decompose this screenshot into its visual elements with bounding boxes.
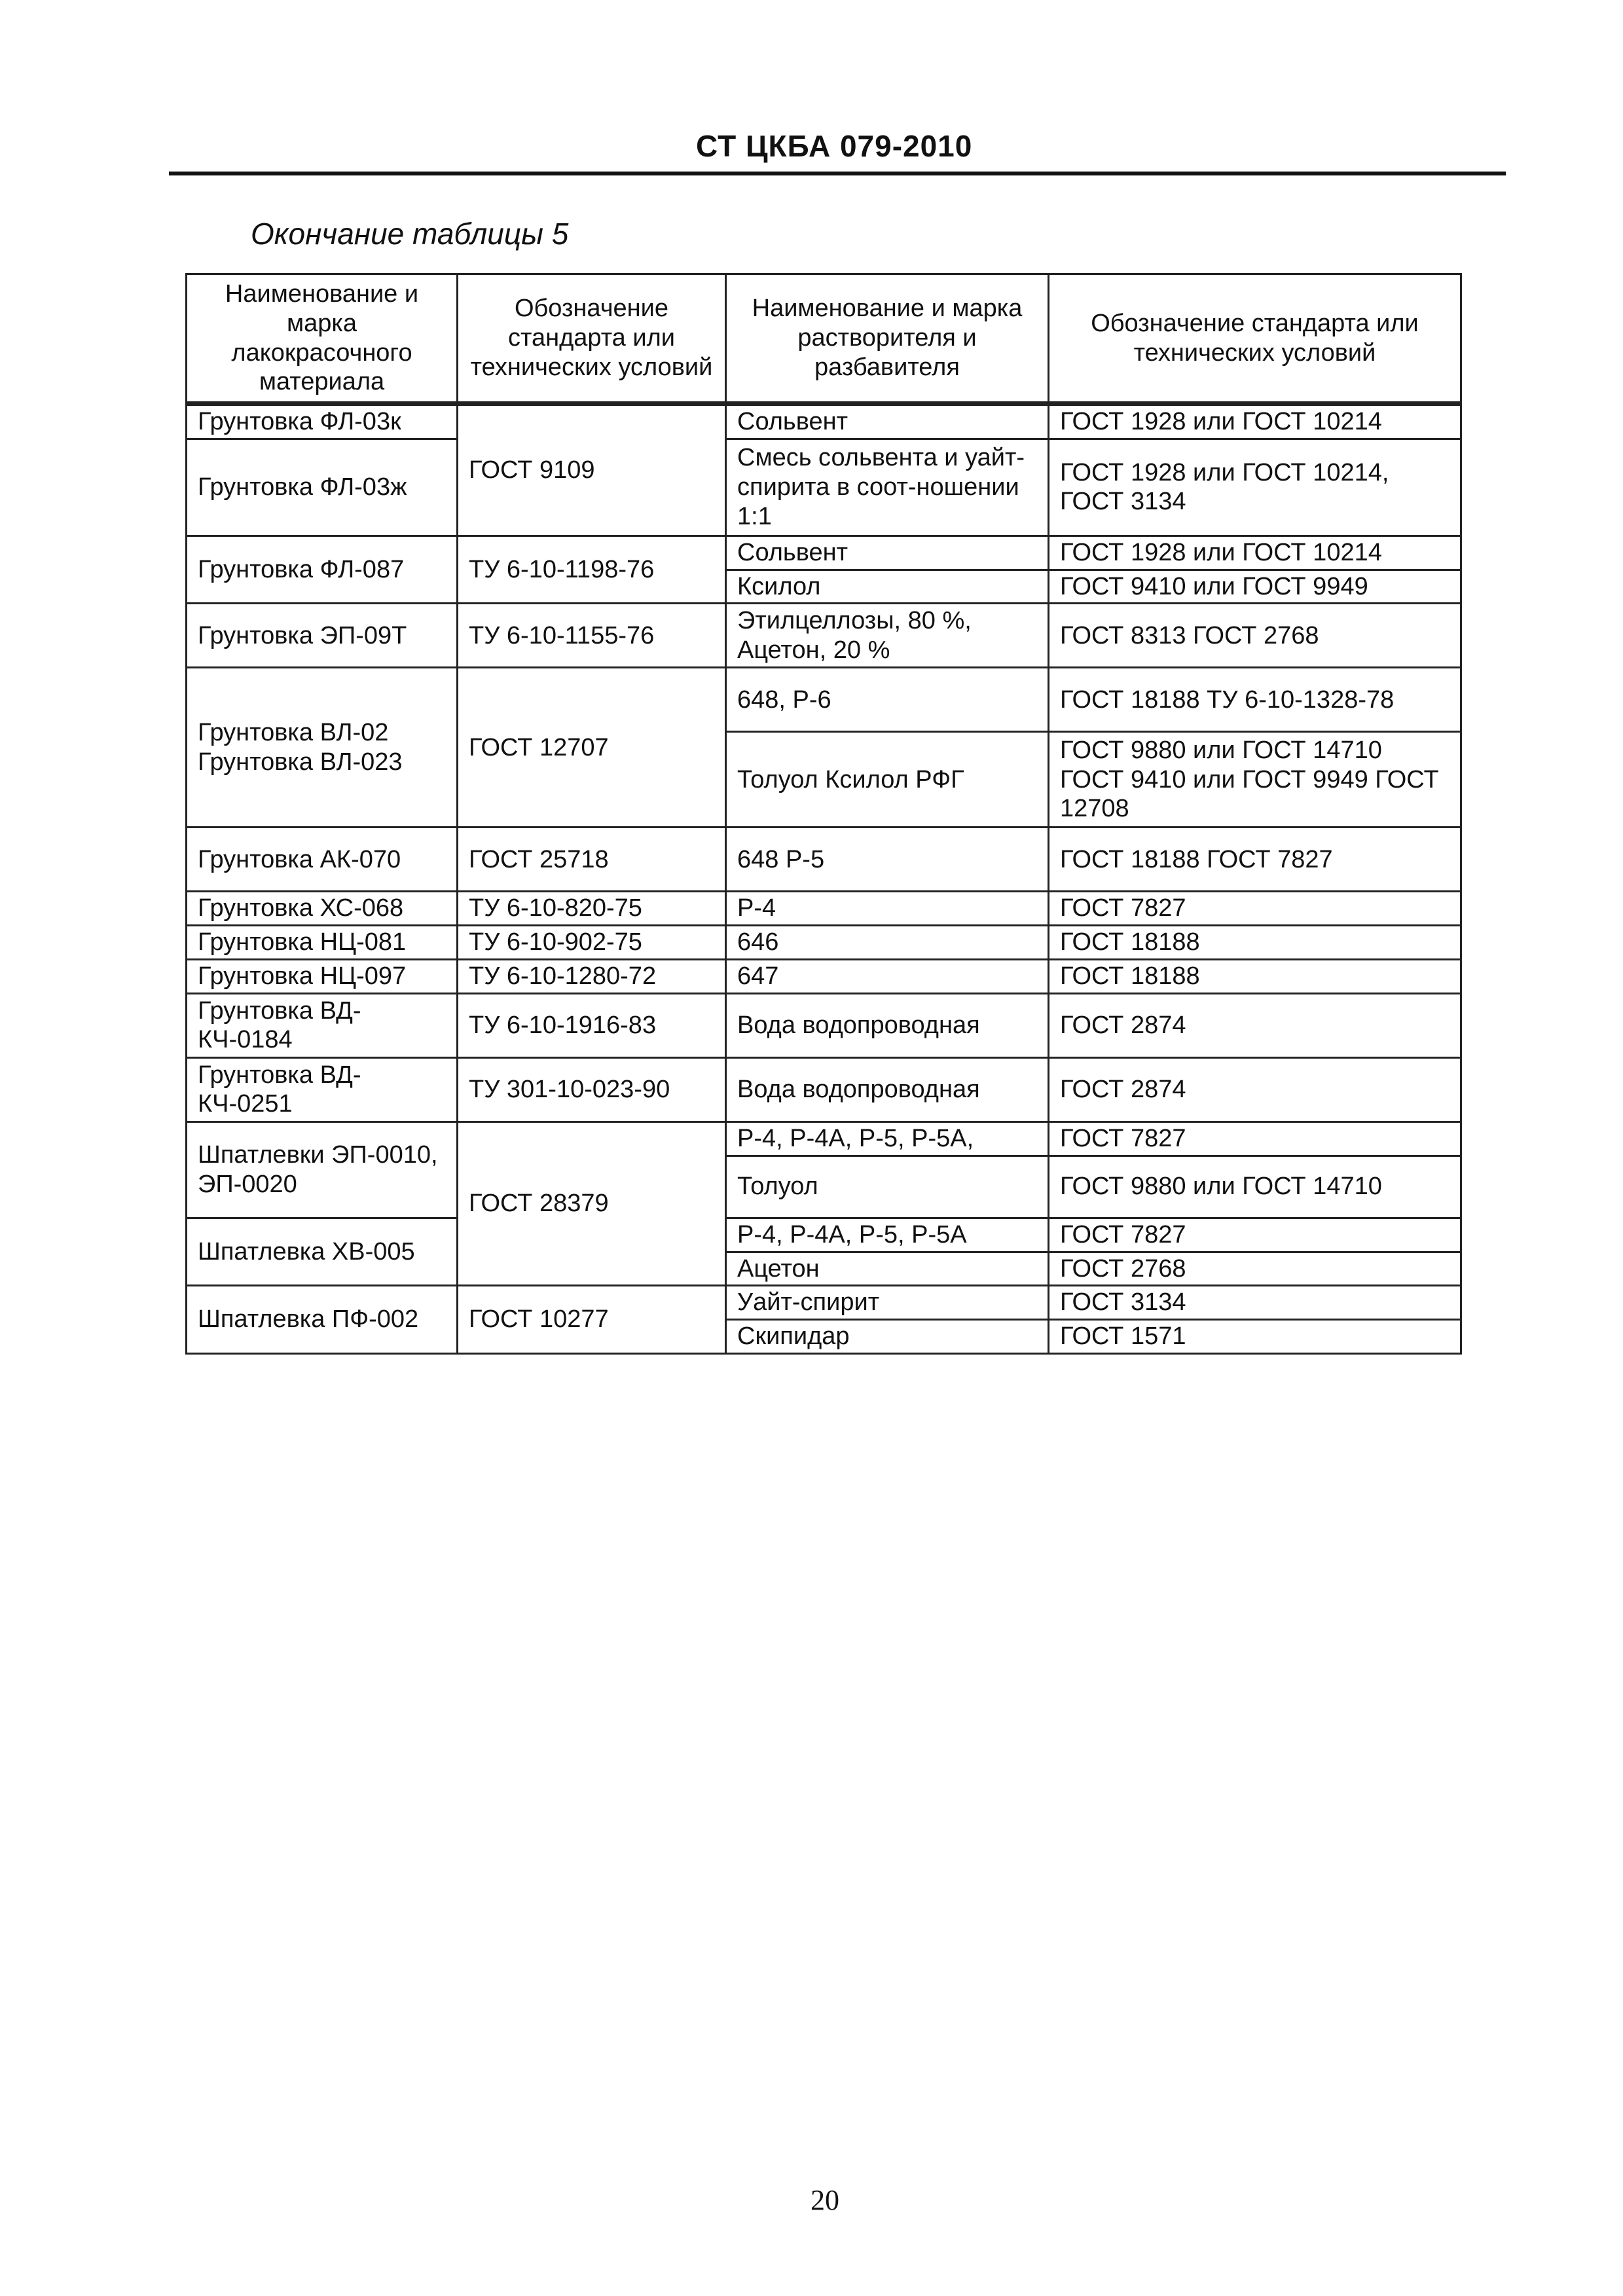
material-standard-cell: ГОСТ 25718 — [458, 828, 726, 892]
document-code: СТ ЦКБА 079-2010 — [696, 129, 973, 163]
solvent-standard-cell: ГОСТ 7827 — [1049, 1218, 1461, 1252]
solvent-cell: Толуол — [726, 1156, 1049, 1218]
solvent-cell: Ксилол — [726, 570, 1049, 604]
table-row — [187, 1121, 1461, 1156]
table-row — [187, 536, 1461, 570]
solvent-cell: Вода водопроводная — [726, 993, 1049, 1057]
material-standard-cell: ГОСТ 9109 — [458, 404, 726, 536]
table-caption: Окончание таблицы 5 — [251, 217, 569, 251]
solvent-standard-cell: ГОСТ 7827 — [1049, 1121, 1461, 1156]
material-cell: Грунтовка НЦ-081 — [187, 926, 458, 960]
table-row — [187, 828, 1461, 892]
material-standard-cell: ГОСТ 10277 — [458, 1286, 726, 1354]
solvent-cell: Уайт-спирит — [726, 1286, 1049, 1320]
material-cell: Грунтовка ФЛ-03ж — [187, 439, 458, 536]
material-standard-cell: ТУ 6-10-820-75 — [458, 892, 726, 926]
table-row — [187, 604, 1461, 668]
material-standard-cell: ТУ 6-10-1198-76 — [458, 536, 726, 604]
solvent-cell: Этилцеллозы, 80 %, Ацетон, 20 % — [726, 604, 1049, 668]
header-solvent-standard: Обозначение стандарта или технических условий — [1049, 274, 1461, 404]
solvent-cell: 648, Р-6 — [726, 668, 1049, 732]
solvent-cell: Смесь сольвента и уайт-спирита в соот-ношении 1:1 — [726, 439, 1049, 536]
solvent-cell: 646 — [726, 926, 1049, 960]
solvent-standard-cell: ГОСТ 9410 или ГОСТ 9949 — [1049, 570, 1461, 604]
material-standard-cell: ТУ 6-10-902-75 — [458, 926, 726, 960]
solvent-cell: Скипидар — [726, 1320, 1049, 1354]
header-rule — [169, 172, 1506, 175]
header-material: Наименование и марка лакокрасочного материала — [187, 274, 458, 404]
material-standard-cell: ТУ 6-10-1916-83 — [458, 993, 726, 1057]
table-row — [187, 404, 1461, 439]
solvent-standard-cell: ГОСТ 8313 ГОСТ 2768 — [1049, 604, 1461, 668]
solvent-standard-cell: ГОСТ 1571 — [1049, 1320, 1461, 1354]
material-cell: Грунтовка ВД-КЧ-0251 — [187, 1057, 458, 1121]
material-cell: Шпатлевка ПФ-002 — [187, 1286, 458, 1354]
table-row — [187, 1286, 1461, 1320]
solvent-cell: 648 Р-5 — [726, 828, 1049, 892]
solvent-standard-cell: ГОСТ 18188 — [1049, 926, 1461, 960]
paint-solvent-table — [185, 273, 1462, 1355]
header-material-standard: Обозначение стандарта или технических условий — [458, 274, 726, 404]
material-cell: Грунтовка ХС-068 — [187, 892, 458, 926]
solvent-standard-cell: ГОСТ 2874 — [1049, 993, 1461, 1057]
solvent-cell: Р-4, Р-4А, Р-5, Р-5А — [726, 1218, 1049, 1252]
solvent-standard-cell: ГОСТ 18188 ГОСТ 7827 — [1049, 828, 1461, 892]
table-row — [187, 993, 1461, 1057]
material-cell: Грунтовка ВЛ-02 Грунтовка ВЛ-023 — [187, 668, 458, 828]
table-row — [187, 668, 1461, 732]
solvent-standard-cell: ГОСТ 9880 или ГОСТ 14710 — [1049, 1156, 1461, 1218]
solvent-cell: Толуол Ксилол РФГ — [726, 732, 1049, 828]
material-cell: Шпатлевки ЭП-0010, ЭП-0020 — [187, 1121, 458, 1218]
material-cell: Грунтовка ВД-КЧ-0184 — [187, 993, 458, 1057]
solvent-standard-cell: ГОСТ 7827 — [1049, 892, 1461, 926]
header-solvent: Наименование и марка растворителя и разбавителя — [726, 274, 1049, 404]
material-cell: Грунтовка НЦ-097 — [187, 960, 458, 994]
solvent-cell: Вода водопроводная — [726, 1057, 1049, 1121]
solvent-standard-cell: ГОСТ 18188 ТУ 6-10-1328-78 — [1049, 668, 1461, 732]
material-standard-cell: ГОСТ 12707 — [458, 668, 726, 828]
solvent-standard-cell: ГОСТ 2874 — [1049, 1057, 1461, 1121]
material-cell: Грунтовка ФЛ-03к — [187, 404, 458, 439]
solvent-standard-cell: ГОСТ 18188 — [1049, 960, 1461, 994]
table-row — [187, 892, 1461, 926]
solvent-standard-cell: ГОСТ 1928 или ГОСТ 10214 — [1049, 536, 1461, 570]
material-standard-cell: ТУ 6-10-1280-72 — [458, 960, 726, 994]
solvent-cell: Р-4 — [726, 892, 1049, 926]
material-cell: Грунтовка АК-070 — [187, 828, 458, 892]
solvent-cell: Р-4, Р-4А, Р-5, Р-5А, — [726, 1121, 1049, 1156]
solvent-standard-cell: ГОСТ 3134 — [1049, 1286, 1461, 1320]
solvent-standard-cell: ГОСТ 9880 или ГОСТ 14710 ГОСТ 9410 или ГОСТ 9949 ГОСТ 12708 — [1049, 732, 1461, 828]
material-standard-cell: ГОСТ 28379 — [458, 1121, 726, 1285]
solvent-cell: Сольвент — [726, 404, 1049, 439]
table-row — [187, 1218, 1461, 1252]
material-cell: Шпатлевка ХВ-005 — [187, 1218, 458, 1286]
solvent-cell: Ацетон — [726, 1252, 1049, 1286]
material-cell: Грунтовка ЭП-09Т — [187, 604, 458, 668]
table-row — [187, 960, 1461, 994]
material-cell: Грунтовка ФЛ-087 — [187, 536, 458, 604]
page-number: 20 — [811, 2184, 839, 2216]
table-header-row — [187, 274, 1461, 404]
table-row — [187, 1057, 1461, 1121]
solvent-cell: 647 — [726, 960, 1049, 994]
table-row — [187, 926, 1461, 960]
material-standard-cell: ТУ 6-10-1155-76 — [458, 604, 726, 668]
table-row — [187, 439, 1461, 536]
material-standard-cell: ТУ 301-10-023-90 — [458, 1057, 726, 1121]
solvent-standard-cell: ГОСТ 2768 — [1049, 1252, 1461, 1286]
solvent-cell: Сольвент — [726, 536, 1049, 570]
solvent-standard-cell: ГОСТ 1928 или ГОСТ 10214 — [1049, 404, 1461, 439]
solvent-standard-cell: ГОСТ 1928 или ГОСТ 10214, ГОСТ 3134 — [1049, 439, 1461, 536]
